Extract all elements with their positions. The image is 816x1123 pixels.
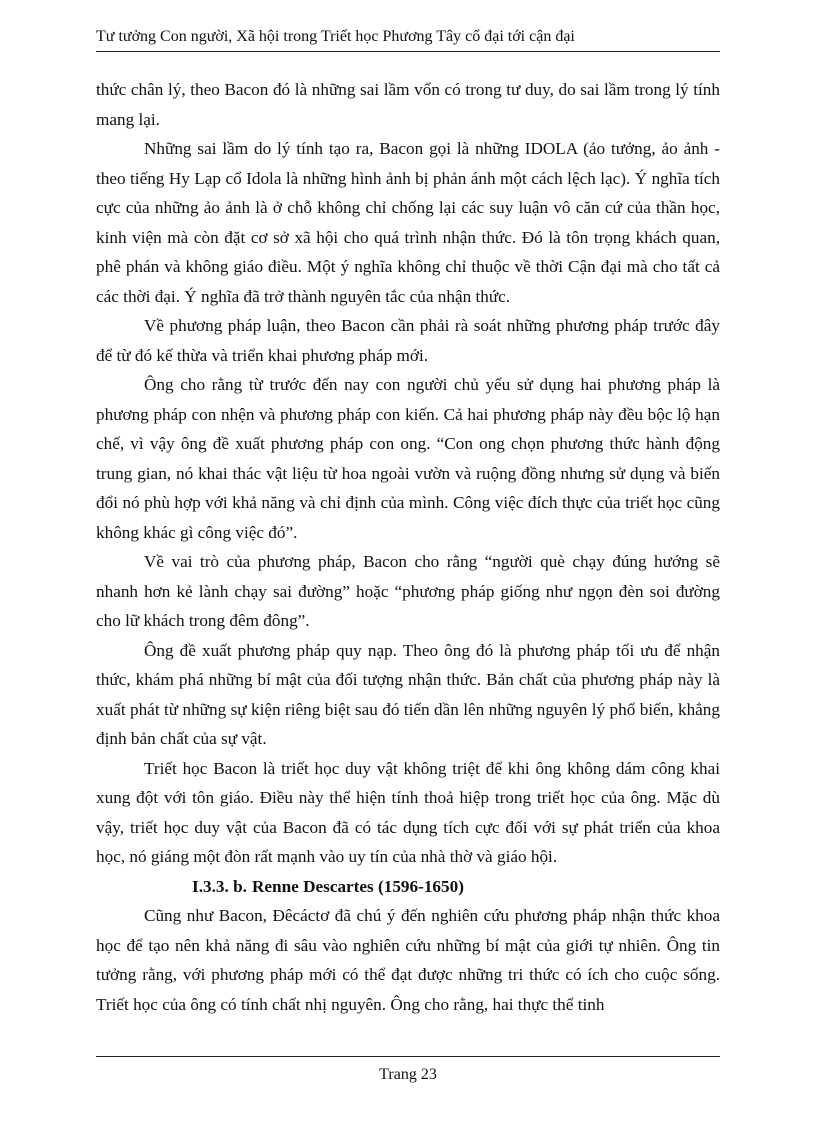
section-heading xyxy=(96,872,720,902)
paragraph: Ông cho rằng từ trước đến nay con người chủ yếu sử dụng hai phương pháp là phương pháp con nhện và phương pháp con kiến. Cả hai phương pháp này đều bộc lộ hạn chế, vì vậy ông đề xuất phương pháp con ong. “Con ong chọn phương thức hành động trung gian, nó khai thác vật liệu từ hoa ngoài vườn và ruộng đồng nhưng sử dụng và biến đổi nó phù hợp với khả năng và chỉ định của mình. Công việc đích thực của triết học cũng không khác gì công việc đó”. xyxy=(96,375,720,542)
page-header: Tư tưởng Con người, Xã hội trong Triết học Phương Tây cổ đại tới cận đại xyxy=(96,28,575,45)
page-number: Trang 23 xyxy=(379,1066,437,1083)
footer-divider xyxy=(96,1056,720,1057)
paragraph: Về phương pháp luận, theo Bacon cần phải rà soát những phương pháp trước đây để từ đó kế thừa và triển khai phương pháp mới. xyxy=(96,316,720,365)
section-title: Renne Descartes (1596-1650) xyxy=(252,876,464,896)
paragraph: Về vai trò của phương pháp, Bacon cho rằng “người què chạy đúng hướng sẽ nhanh hơn kẻ lành chạy sai đường” hoặc “phương pháp giống như ngọn đèn soi đường cho lữ khách trong đêm đông”. xyxy=(96,552,720,630)
paragraph: Cũng như Bacon, Đêcáctơ đã chú ý đến nghiên cứu phương pháp nhận thức khoa học để tạo nên khả năng đi sâu vào nghiên cứu những bí mật của giới tự nhiên. Ông tin tưởng rằng, với phương pháp mới có thể đạt được những tri thức có ích cho cuộc sống. Triết học của ông có tính chất nhị nguyên. Ông cho rằng, hai thực thể tinh xyxy=(96,906,720,1014)
header-divider xyxy=(96,51,720,52)
document-body xyxy=(96,75,720,1019)
section-number: I.3.3. b. xyxy=(192,876,247,896)
paragraph: Những sai lầm do lý tính tạo ra, Bacon gọi là những IDOLA (ảo tưởng, ảo ảnh - theo tiếng Hy Lạp cổ Idola là những hình ảnh bị phản ánh một cách lệch lạc). Ý nghĩa tích cực của những ảo ảnh là ở chỗ không chỉ chống lại các suy luận vô căn cứ của thần học, kinh viện mà còn đặt cơ sở xã hội cho quá trình nhận thức. Đó là tôn trọng khách quan, phê phán và không giáo điều. Một ý nghĩa không chỉ thuộc về thời Cận đại mà cho tất cả các thời đại. Ý nghĩa đã trở thành nguyên tắc của nhận thức. xyxy=(96,139,720,306)
paragraph: Triết học Bacon là triết học duy vật không triệt để khi ông không dám công khai xung đột với tôn giáo. Điều này thể hiện tính thoả hiệp trong triết học của ông. Mặc dù vậy, triết học duy vật của Bacon đã có tác dụng tích cực đối với sự phát triển của khoa học, nó giáng một đòn rất mạnh vào uy tín của nhà thờ và giáo hội. xyxy=(96,758,720,866)
paragraph: thức chân lý, theo Bacon đó là những sai lầm vốn có trong tư duy, do sai lầm trong lý tính mang lại. xyxy=(96,80,720,129)
paragraph: Ông đề xuất phương pháp quy nạp. Theo ông đó là phương pháp tối ưu để nhận thức, khám phá những bí mật của đối tượng nhận thức. Bản chất của phương pháp này là xuất phát từ những sự kiện riêng biệt sau đó tiến dần lên những nguyên lý phổ biến, khẳng định bản chất của sự vật. xyxy=(96,640,720,748)
